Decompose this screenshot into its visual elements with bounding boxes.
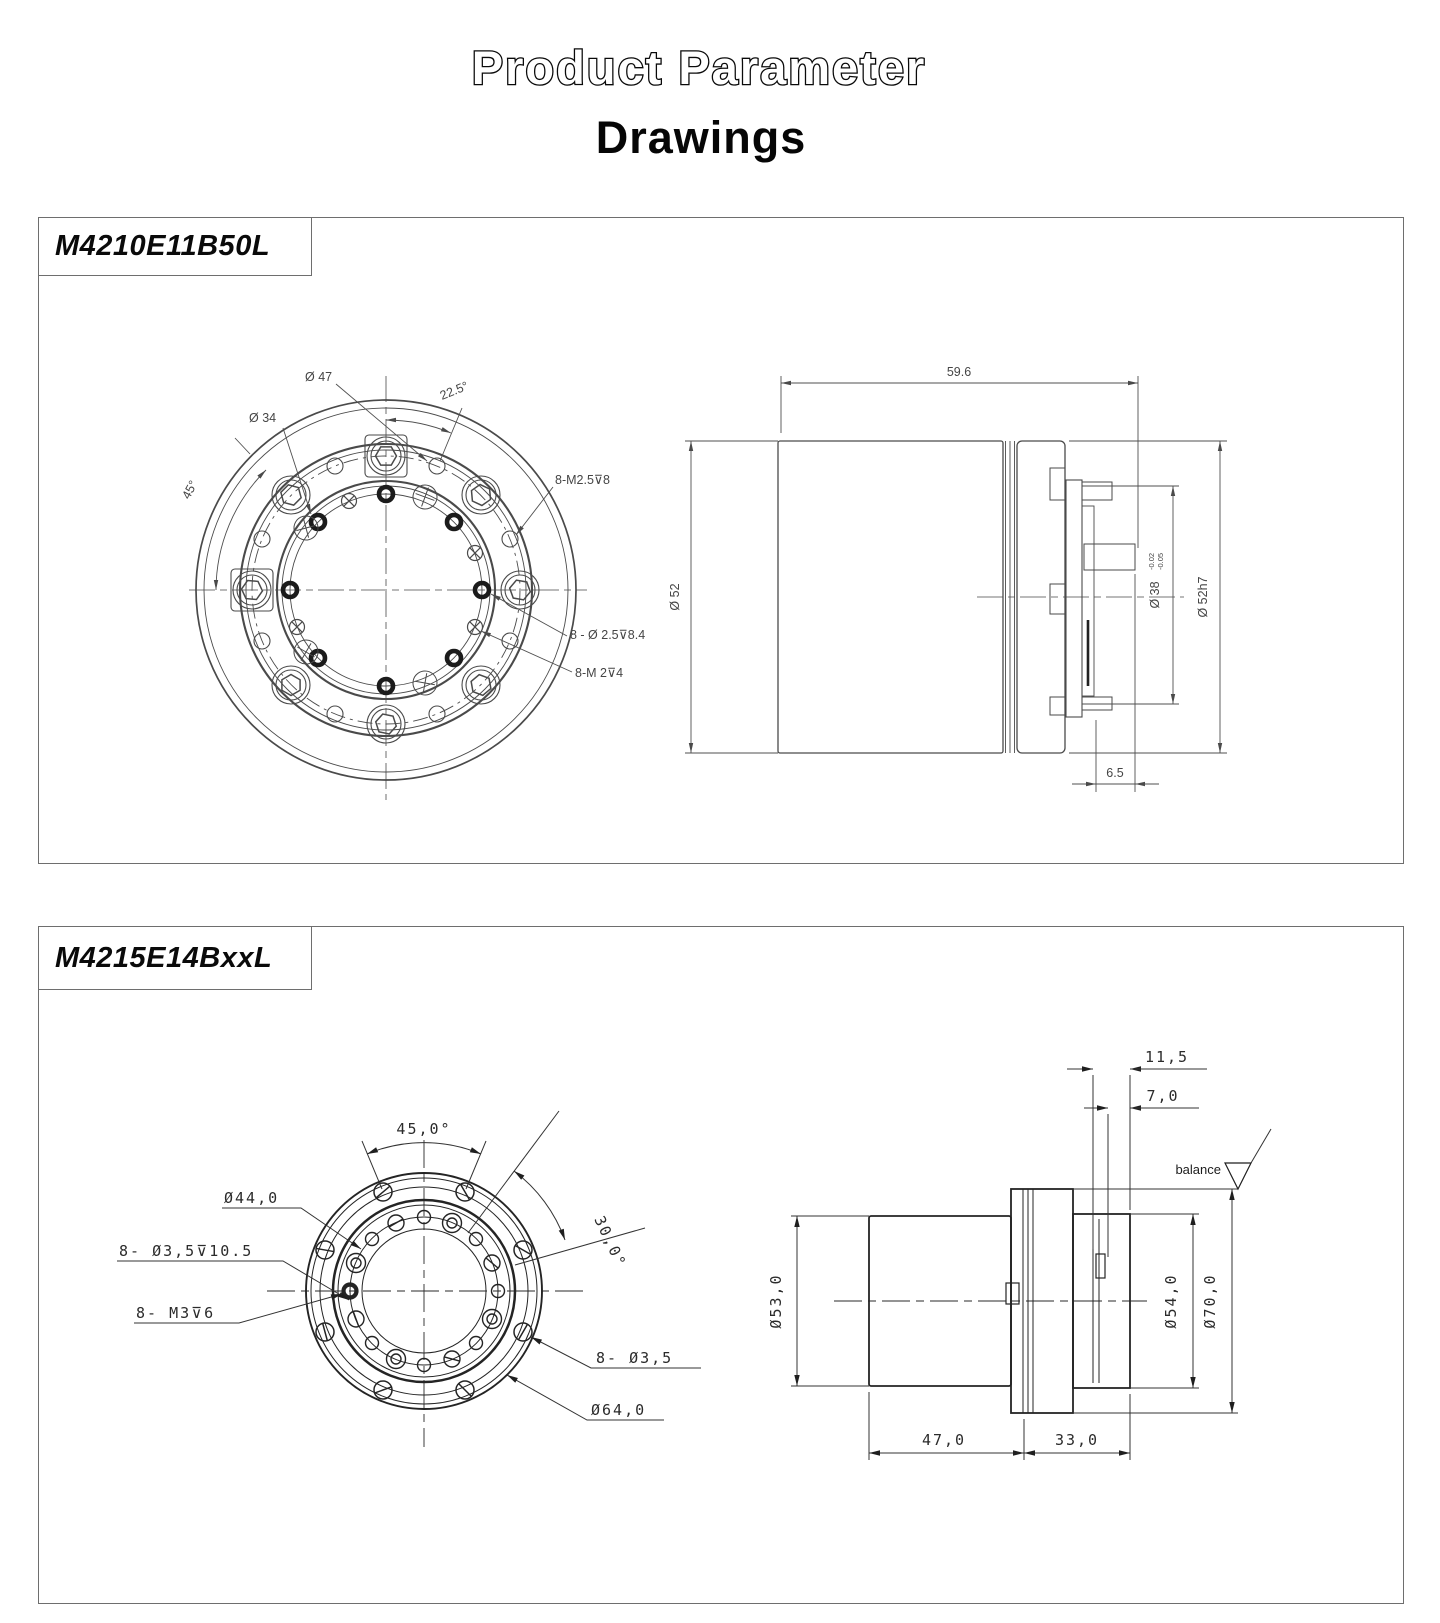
dim-cbore-2: 8- Ø3,5⊽10.5 [119,1242,254,1260]
page-title: Product Parameter [471,41,927,94]
dim-dia38-tol-upper: -0.02 [1147,552,1156,570]
dim-70: 7,0 [1146,1087,1180,1105]
dim-dia38: Ø 38 [1148,581,1162,609]
dim-65: 6.5 [1106,766,1124,780]
model-name-2: M4215E14BxxL [55,941,273,974]
side-view-1 [668,365,1227,792]
side-view-2 [767,1048,1271,1460]
side-dimensions-2 [767,1048,1271,1460]
dim-dia47: Ø 47 [305,370,333,384]
dim-330: 33,0 [1054,1431,1100,1449]
balance-flag-icon [1225,1163,1251,1189]
dim-dia54: Ø54,0 [1162,1273,1180,1329]
dim-angle-225: 22.5° [437,378,471,403]
drawing-panel-m4210 [38,217,1404,864]
dim-m3: 8- M3⊽6 [136,1304,216,1322]
dim-dia53: Ø53,0 [767,1273,785,1329]
balance-label: balance [1175,1162,1221,1177]
dim-dia44: Ø44,0 [224,1189,280,1207]
front-view-1 [179,370,645,800]
side-dimensions-1 [668,365,1227,792]
dim-dia64: Ø64,0 [591,1401,647,1419]
dim-angle-45: 45° [179,478,201,502]
dim-dia52h7: Ø 52h7 [1196,576,1210,618]
drawing-2 [39,927,1403,1603]
front-view-2 [117,1111,701,1447]
page-subtitle: Drawings [595,112,807,163]
header-title-art [0,22,1398,106]
front-annotations-2 [117,1111,701,1420]
dim-angle-300: 30,0° [590,1213,630,1271]
dim-m25: 8-M2.5⊽8 [555,473,611,487]
dim-angle-450: 45,0° [396,1120,452,1138]
dim-dia70: Ø70,0 [1201,1273,1219,1329]
dim-470: 47,0 [921,1431,967,1449]
front-annotations-1 [179,370,645,680]
dim-cbore: 8 - Ø 2.5⊽8.4 [570,628,646,642]
dim-115: 11,5 [1144,1048,1190,1066]
drawing-1 [39,218,1403,863]
dim-dia52: Ø 52 [668,583,682,611]
dim-dia38-tol-lower: -0.05 [1156,552,1165,570]
dim-dia34: Ø 34 [249,411,277,425]
dim-dia35: 8- Ø3,5 [596,1349,674,1367]
model-name-1: M4210E11B50L [55,230,271,262]
dim-m2: 8-M 2⊽4 [575,666,624,680]
dim-length-596: 59.6 [946,365,972,379]
drawing-panel-m4215 [38,926,1404,1604]
